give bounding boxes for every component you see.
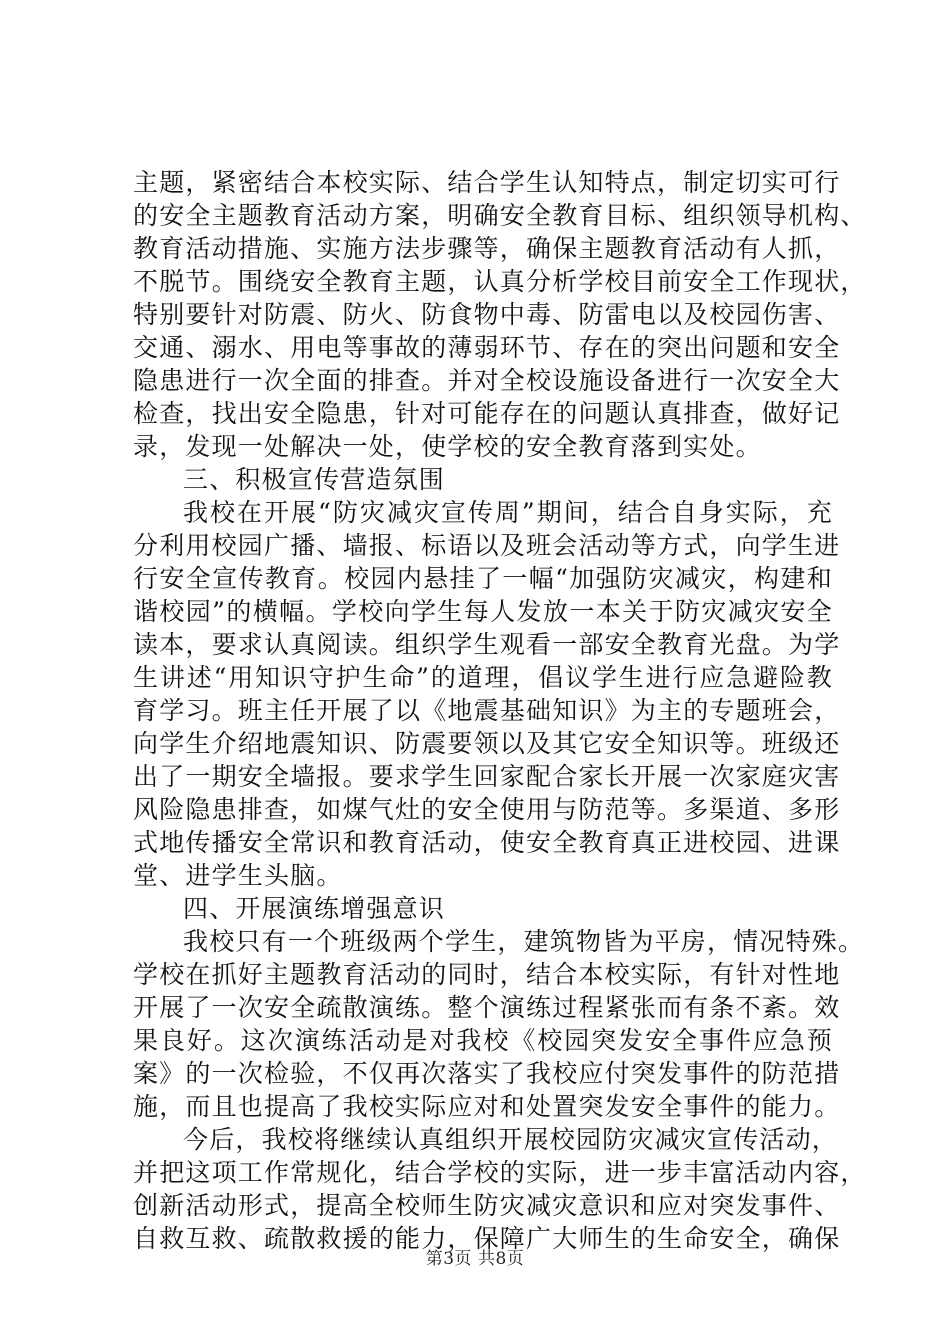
body-line: 分利用校园广播、墙报、标语以及班会活动等方式，向学生进	[133, 531, 841, 560]
body-line: 风险隐患排查，如煤气灶的安全使用与防范等。多渠道、多形	[133, 795, 841, 824]
document-body	[133, 166, 867, 1255]
body-line: 施，而且也提高了我校实际应对和处置突发安全事件的能力。	[133, 1092, 841, 1121]
body-line: 出了一期安全墙报。要求学生回家配合家长开展一次家庭灾害	[133, 762, 841, 791]
body-line: 自救互救、疏散救援的能力，保障广大师生的生命安全，确保	[133, 1224, 841, 1253]
body-line: 检查，找出安全隐患，针对可能存在的问题认真排查，做好记	[133, 399, 841, 428]
body-line: 果良好。这次演练活动是对我校《校园突发安全事件应急预	[133, 1026, 833, 1055]
body-line: 向学生介绍地震知识、防震要领以及其它安全知识等。班级还	[133, 729, 841, 758]
section-heading: 四、开展演练增强意识	[183, 894, 446, 923]
body-line: 堂、进学生头脑。	[133, 861, 343, 890]
section-heading: 三、积极宣传营造氛围	[183, 465, 446, 494]
body-line: 创新活动形式，提高全校师生防灾减灾意识和应对突发事件、	[133, 1191, 841, 1220]
body-line: 主题，紧密结合本校实际、结合学生认知特点，制定切实可行	[133, 168, 841, 197]
body-line: 隐患进行一次全面的排查。并对全校设施设备进行一次安全大	[133, 366, 841, 395]
body-line: 特别要针对防震、防火、防食物中毒、防雷电以及校园伤害、	[133, 300, 841, 329]
body-line: 生讲述“用知识守护生命”的道理，倡议学生进行应急避险教	[133, 663, 833, 692]
page-number-footer: 第3页 共8页	[425, 1249, 525, 1269]
body-line: 录，发现一处解决一处，使学校的安全教育落到实处。	[133, 432, 762, 461]
paragraph-first-line: 我校只有一个班级两个学生，建筑物皆为平房，情况特殊。	[183, 927, 865, 956]
body-line: 式地传播安全常识和教育活动，使安全教育真正进校园、进课	[133, 828, 841, 857]
body-line: 不脱节。围绕安全教育主题，认真分析学校目前安全工作现状，	[133, 267, 867, 296]
paragraph-first-line: 我校在开展“防灾减灾宣传周”期间，结合自身实际，充	[183, 498, 833, 527]
body-line: 读本，要求认真阅读。组织学生观看一部安全教育光盘。为学	[133, 630, 841, 659]
body-line: 并把这项工作常规化，结合学校的实际，进一步丰富活动内容，	[133, 1158, 867, 1187]
body-line: 行安全宣传教育。校园内悬挂了一幅“加强防灾减灾，构建和	[133, 564, 833, 593]
body-line: 开展了一次安全疏散演练。整个演练过程紧张而有条不紊。效	[133, 993, 841, 1022]
body-line: 交通、溺水、用电等事故的薄弱环节、存在的突出问题和安全	[133, 333, 841, 362]
body-line: 案》的一次检验，不仅再次落实了我校应付突发事件的防范措	[133, 1059, 841, 1088]
paragraph-first-line: 今后，我校将继续认真组织开展校园防灾减灾宣传活动，	[183, 1125, 839, 1154]
body-line: 育学习。班主任开展了以《地震基础知识》为主的专题班会，	[133, 696, 841, 725]
body-line: 学校在抓好主题教育活动的同时，结合本校实际，有针对性地	[133, 960, 841, 989]
body-line: 教育活动措施、实施方法步骤等，确保主题教育活动有人抓，	[133, 234, 841, 263]
body-line: 谐校园”的横幅。学校向学生每人发放一本关于防灾减灾安全	[133, 597, 833, 626]
body-line: 的安全主题教育活动方案，明确安全教育目标、组织领导机构、	[133, 201, 867, 230]
